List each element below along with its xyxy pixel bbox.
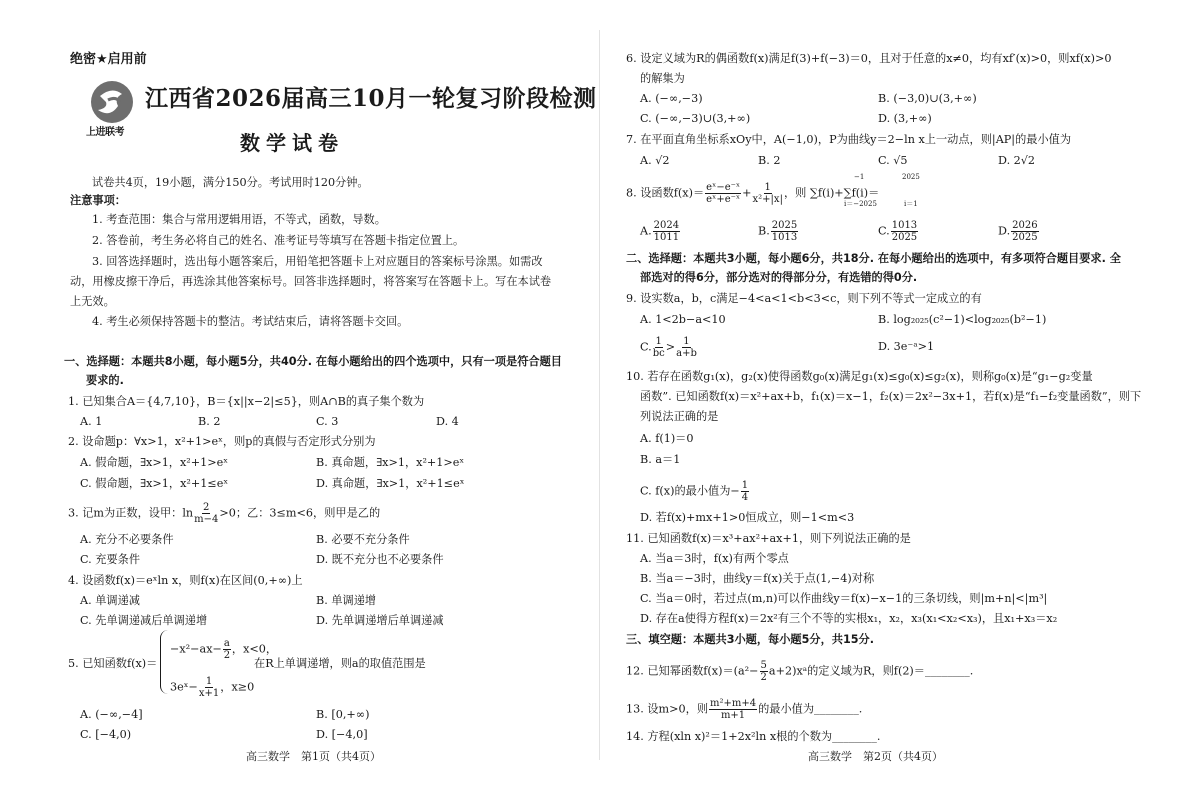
q9-option-c-label: C. bbox=[640, 340, 652, 354]
question-10: 10. 若存在函数g₁(x)，g₂(x)使得函数g₀(x)满足g₁(x)≤g₀(x)≤g₂(x)，则称g₀(x)是“g₁−g₂变量 bbox=[626, 370, 1093, 383]
q11-option-d: D. 存在a使得方程f(x)＝2x²有三个不等的实根x₁，x₂，x₃(x₁<x₂<x₃)，且x₁+x₃＝x₂ bbox=[640, 612, 1058, 625]
q11-option-b: B. 当a＝−3时，曲线y＝f(x)关于点(1,−4)对称 bbox=[640, 572, 875, 585]
q8-option-d-label: D. bbox=[998, 224, 1011, 238]
q8-frac-2 bbox=[753, 182, 783, 205]
q8-frac-1-den: eˣ+e⁻ˣ bbox=[706, 194, 741, 205]
q3-option-a: A. 充分不必要条件 bbox=[80, 533, 174, 546]
q1-option-a: A. 1 bbox=[80, 415, 103, 428]
section-3-title: 三、填空题：本题共3小题，每小题5分，共15分. bbox=[626, 633, 874, 646]
q8-sum1-lower: i＝−2025 bbox=[844, 200, 877, 208]
q2-option-a: A. 假命题，∃x>1，x²+1>eˣ bbox=[80, 456, 229, 469]
question-6-cont: 的解集为 bbox=[640, 72, 685, 85]
q5-piece-2-frac bbox=[199, 676, 219, 699]
q8-option-a-label: A. bbox=[640, 224, 652, 238]
section-2-title: 二、选择题：本题共3小题，每小题6分，共18分. 在每小题给出的选项中，有多项符合题目要求. 全 bbox=[626, 252, 1121, 265]
q1-option-d: D. 4 bbox=[436, 415, 459, 428]
q5-piece-2-den: x+1 bbox=[198, 688, 220, 699]
q5-piece-1-den: 2 bbox=[223, 650, 231, 661]
q7-option-c: C. √5 bbox=[878, 154, 908, 167]
q10-option-d: D. 若f(x)+mx+1>0恒成立，则−1<m<3 bbox=[640, 511, 855, 524]
page-1-footer: 高三数学 第1页（共4页） bbox=[246, 750, 381, 763]
q4-option-b: B. 单调递增 bbox=[316, 594, 377, 607]
q4-option-d: D. 先单调递增后单调递减 bbox=[316, 614, 444, 627]
q13-stem-end: 的最小值为________. bbox=[758, 702, 863, 716]
q8-option-b-label: B. bbox=[758, 224, 770, 238]
question-1: 1. 已知集合A＝{4,7,10}，B＝{x||x−2|≤5}，则A∩B的真子集个数为 bbox=[68, 395, 425, 408]
q8-option-a-num: 2024 bbox=[653, 220, 680, 231]
section-2-title-cont: 部选对的得6分，部分选对的得部分分，有选错的得0分. bbox=[640, 271, 918, 284]
q7-option-d: D. 2√2 bbox=[998, 154, 1036, 167]
q5-piece-2-expr: 3eˣ− bbox=[170, 680, 198, 694]
q12-den: 2 bbox=[760, 672, 767, 683]
q12-frac bbox=[760, 660, 768, 683]
question-4: 4. 设函数f(x)＝eˣln x，则f(x)在区间(0,+∞)上 bbox=[68, 574, 303, 587]
notice-title: 注意事项： bbox=[70, 194, 126, 207]
q2-option-b: B. 真命题，∃x>1，x²+1>eˣ bbox=[316, 456, 465, 469]
q3-stem-start: 3. 记m为正数，设甲：ln bbox=[68, 506, 194, 520]
q9-option-c-frac-2 bbox=[676, 336, 697, 359]
question-6: 6. 设定义域为R的偶函数f(x)满足f(3)+f(−3)＝0，且对于任意的x≠0，均有xf′(x)>0，则xf(x)>0 bbox=[626, 52, 1112, 65]
q12-stem-start: 12. 已知幂函数f(x)＝(a²− bbox=[626, 664, 759, 678]
question-3 bbox=[68, 502, 380, 525]
q8-option-a-den: 1011 bbox=[653, 232, 680, 243]
q8-frac-2-num: 1 bbox=[764, 182, 771, 193]
q8-option-a-frac bbox=[653, 220, 680, 243]
page-2-footer: 高三数学 第2页（共4页） bbox=[808, 750, 943, 763]
q3-frac-num: 2 bbox=[203, 502, 210, 513]
q5-piece-1-expr: −x²−ax− bbox=[170, 642, 222, 656]
logo-text: 上进联考 bbox=[86, 127, 124, 138]
q6-option-d: D. (3,+∞) bbox=[878, 112, 932, 125]
q10-option-c-frac bbox=[741, 480, 749, 503]
section-1-title: 一、选择题：本题共8小题，每小题5分，共40分. 在每小题给出的四个选项中，只有一项是符合题目 bbox=[64, 355, 562, 368]
q2-option-c: C. 假命题，∃x>1，x²+1≤eˣ bbox=[80, 477, 229, 490]
q8-frac-2-den: x²+|x| bbox=[752, 194, 783, 205]
q8-option-d-num: 2026 bbox=[1012, 220, 1038, 231]
q10-option-c bbox=[640, 480, 750, 503]
q5-option-d: D. [−4,0] bbox=[316, 728, 368, 741]
question-9: 9. 设实数a，b，c满足−4<a<1<b<3<c，则下列不等式一定成立的有 bbox=[626, 292, 982, 305]
q5-piece-1-cond: ，x<0， bbox=[231, 642, 278, 656]
q8-option-d bbox=[998, 220, 1040, 243]
q8-sum1-upper: −1 bbox=[854, 173, 865, 181]
q5-piece-1-frac bbox=[223, 638, 231, 661]
q2-option-d: D. 真命题，∃x>1，x²+1≤eˣ bbox=[316, 477, 465, 490]
q9-c-num-2: 1 bbox=[683, 336, 690, 347]
q11-option-c: C. 当a＝0时，若过点(m,n)可以作曲线y＝f(x)−x−1的三条切线，则|m+n|<|m³| bbox=[640, 592, 1048, 605]
q5-option-b: B. [0,+∞) bbox=[316, 708, 370, 721]
q6-option-b: B. (−3,0)∪(3,+∞) bbox=[878, 92, 977, 105]
q9-option-b: B. log₂₀₂₅(c²−1)<log₂₀₂₅(b²−1) bbox=[878, 313, 1047, 326]
note-4: 4. 考生必须保持答题卡的整洁。考试结束后，请将答题卡交回。 bbox=[92, 315, 409, 328]
question-11: 11. 已知函数f(x)＝x³+ax²+ax+1，则下列说法正确的是 bbox=[626, 532, 911, 545]
note-3-cont: 动，用橡皮擦干净后，再选涂其他答案标号。回答非选择题时，将答案写在答题卡上。写在本试卷 bbox=[70, 275, 552, 288]
confidential-label: 绝密★启用前 bbox=[70, 52, 147, 67]
q5-brace bbox=[160, 630, 169, 694]
note-3-end: 上无效。 bbox=[70, 295, 115, 308]
q8-option-b-den: 1013 bbox=[771, 232, 798, 243]
question-14: 14. 方程(xln x)²＝1+2x²ln x根的个数为________. bbox=[626, 730, 881, 743]
q13-den: m+1 bbox=[720, 710, 746, 721]
question-10-end: 列说法正确的是 bbox=[640, 410, 719, 423]
q13-stem-start: 13. 设m>0，则 bbox=[626, 702, 709, 716]
note-2: 2. 答卷前，考生务必将自己的姓名、准考证号等填写在答题卡指定位置上。 bbox=[92, 234, 465, 247]
q3-fraction bbox=[194, 502, 218, 525]
q5-piece-1-num: a bbox=[223, 638, 230, 649]
q8-option-b bbox=[758, 220, 799, 243]
question-2: 2. 设命题p：∀x>1，x²+1>eˣ，则p的真假与否定形式分别为 bbox=[68, 435, 376, 448]
q8-frac-1-num: eˣ−e⁻ˣ bbox=[706, 182, 741, 193]
q4-option-c: C. 先单调递减后单调递增 bbox=[80, 614, 208, 627]
q9-option-d: D. 3e⁻ᵃ>1 bbox=[878, 340, 935, 353]
q3-option-b: B. 必要不充分条件 bbox=[316, 533, 410, 546]
q8-option-c-den: 2025 bbox=[891, 232, 918, 243]
q8-frac-1 bbox=[705, 182, 741, 205]
q3-option-c: C. 充要条件 bbox=[80, 553, 141, 566]
q6-option-c: C. (−∞,−3)∪(3,+∞) bbox=[640, 112, 751, 125]
q7-option-a: A. √2 bbox=[640, 154, 670, 167]
q9-c-gt: > bbox=[665, 340, 676, 354]
question-5-start: 5. 已知函数f(x)＝ bbox=[68, 657, 158, 670]
q5-option-a: A. (−∞,−4] bbox=[80, 708, 143, 721]
q8-option-c bbox=[878, 220, 919, 243]
exam-title: 江西省2026届高三10月一轮复习阶段检测 bbox=[145, 85, 597, 112]
q10-option-b: B. a＝1 bbox=[640, 453, 681, 466]
exam-subtitle: 数学试卷 bbox=[240, 131, 344, 155]
q6-option-a: A. (−∞,−3) bbox=[640, 92, 703, 105]
q8-option-c-num: 1013 bbox=[891, 220, 918, 231]
q8-plus: + bbox=[742, 186, 752, 200]
q3-frac-den: m−4 bbox=[194, 514, 219, 525]
q8-sum2-lower: i＝1 bbox=[904, 200, 918, 208]
note-1: 1. 考查范围：集合与常用逻辑用语，不等式，函数，导数。 bbox=[92, 213, 386, 226]
q7-option-b: B. 2 bbox=[758, 154, 781, 167]
question-10-cont: 函数”. 已知函数f(x)＝x²+ax+b，f₁(x)＝x−1，f₂(x)＝2x²−3x+1，若f(x)是“f₁−f₂变量函数”，则下 bbox=[640, 390, 1142, 403]
q10-option-a: A. f(1)＝0 bbox=[640, 432, 694, 445]
q8-option-d-den: 2025 bbox=[1012, 232, 1038, 243]
q1-option-b: B. 2 bbox=[198, 415, 221, 428]
q3-stem-end: >0；乙：3≤m<6，则甲是乙的 bbox=[219, 506, 381, 520]
q10-c-den: 4 bbox=[741, 492, 749, 503]
q4-option-a: A. 单调递减 bbox=[80, 594, 140, 607]
q12-stem-end: a+2)xᵃ的定义域为R，则f(2)＝________. bbox=[768, 664, 974, 678]
q5-piece-2-num: 1 bbox=[205, 676, 213, 687]
q5-option-c: C. [−4,0) bbox=[80, 728, 132, 741]
question-13 bbox=[626, 698, 862, 721]
q8-option-b-num: 2025 bbox=[771, 220, 798, 231]
q8-option-c-frac bbox=[891, 220, 918, 243]
q13-frac bbox=[709, 698, 757, 721]
q1-option-c: C. 3 bbox=[316, 415, 339, 428]
question-7: 7. 在平面直角坐标系xOy中，A(−1,0)，P为曲线y＝2−ln x上一动点，则|AP|的最小值为 bbox=[626, 133, 1072, 146]
q8-option-d-frac bbox=[1011, 220, 1038, 243]
q12-num: 5 bbox=[760, 660, 767, 671]
q9-option-c-frac-1 bbox=[653, 336, 665, 359]
note-3: 3. 回答选择题时，选出每小题答案后，用铅笔把答题卡上对应题目的答案标号涂黑。如需改 bbox=[92, 255, 543, 268]
q8-sum2-upper: 2025 bbox=[902, 173, 920, 181]
q5-piece-2 bbox=[170, 676, 254, 699]
question-5-end: 在R上单调递增，则a的取值范围是 bbox=[254, 657, 426, 670]
q9-c-num-1: 1 bbox=[655, 336, 662, 347]
q8-option-a bbox=[640, 220, 681, 243]
q3-option-d: D. 既不充分也不必要条件 bbox=[316, 553, 444, 566]
section-1-title-cont: 要求的. bbox=[86, 374, 124, 387]
q8-option-b-frac bbox=[771, 220, 798, 243]
exam-summary: 试卷共4页，19小题，满分150分。考试用时120分钟。 bbox=[92, 176, 369, 189]
q9-option-c bbox=[640, 336, 698, 359]
q9-c-den-1: bc bbox=[652, 348, 665, 359]
q9-option-a: A. 1<2b−a<10 bbox=[640, 313, 726, 326]
q8-option-c-label: C. bbox=[878, 224, 890, 238]
question-8 bbox=[626, 182, 879, 205]
q13-num: m²+m+4 bbox=[710, 698, 757, 709]
question-12 bbox=[626, 660, 973, 683]
q9-c-den-2: a+b bbox=[676, 348, 697, 359]
q5-piece-2-cond: ，x≥0 bbox=[220, 680, 255, 694]
q11-option-a: A. 当a＝3时，f(x)有两个零点 bbox=[640, 552, 789, 565]
q8-stem-end: ，则 ∑f(i)+∑f(i)＝ bbox=[783, 186, 880, 200]
page-2 bbox=[600, 0, 1200, 797]
q10-c-num: 1 bbox=[741, 480, 749, 491]
q10-option-c-text: C. f(x)的最小值为− bbox=[640, 484, 740, 498]
q8-stem-start: 8. 设函数f(x)＝ bbox=[626, 186, 705, 200]
